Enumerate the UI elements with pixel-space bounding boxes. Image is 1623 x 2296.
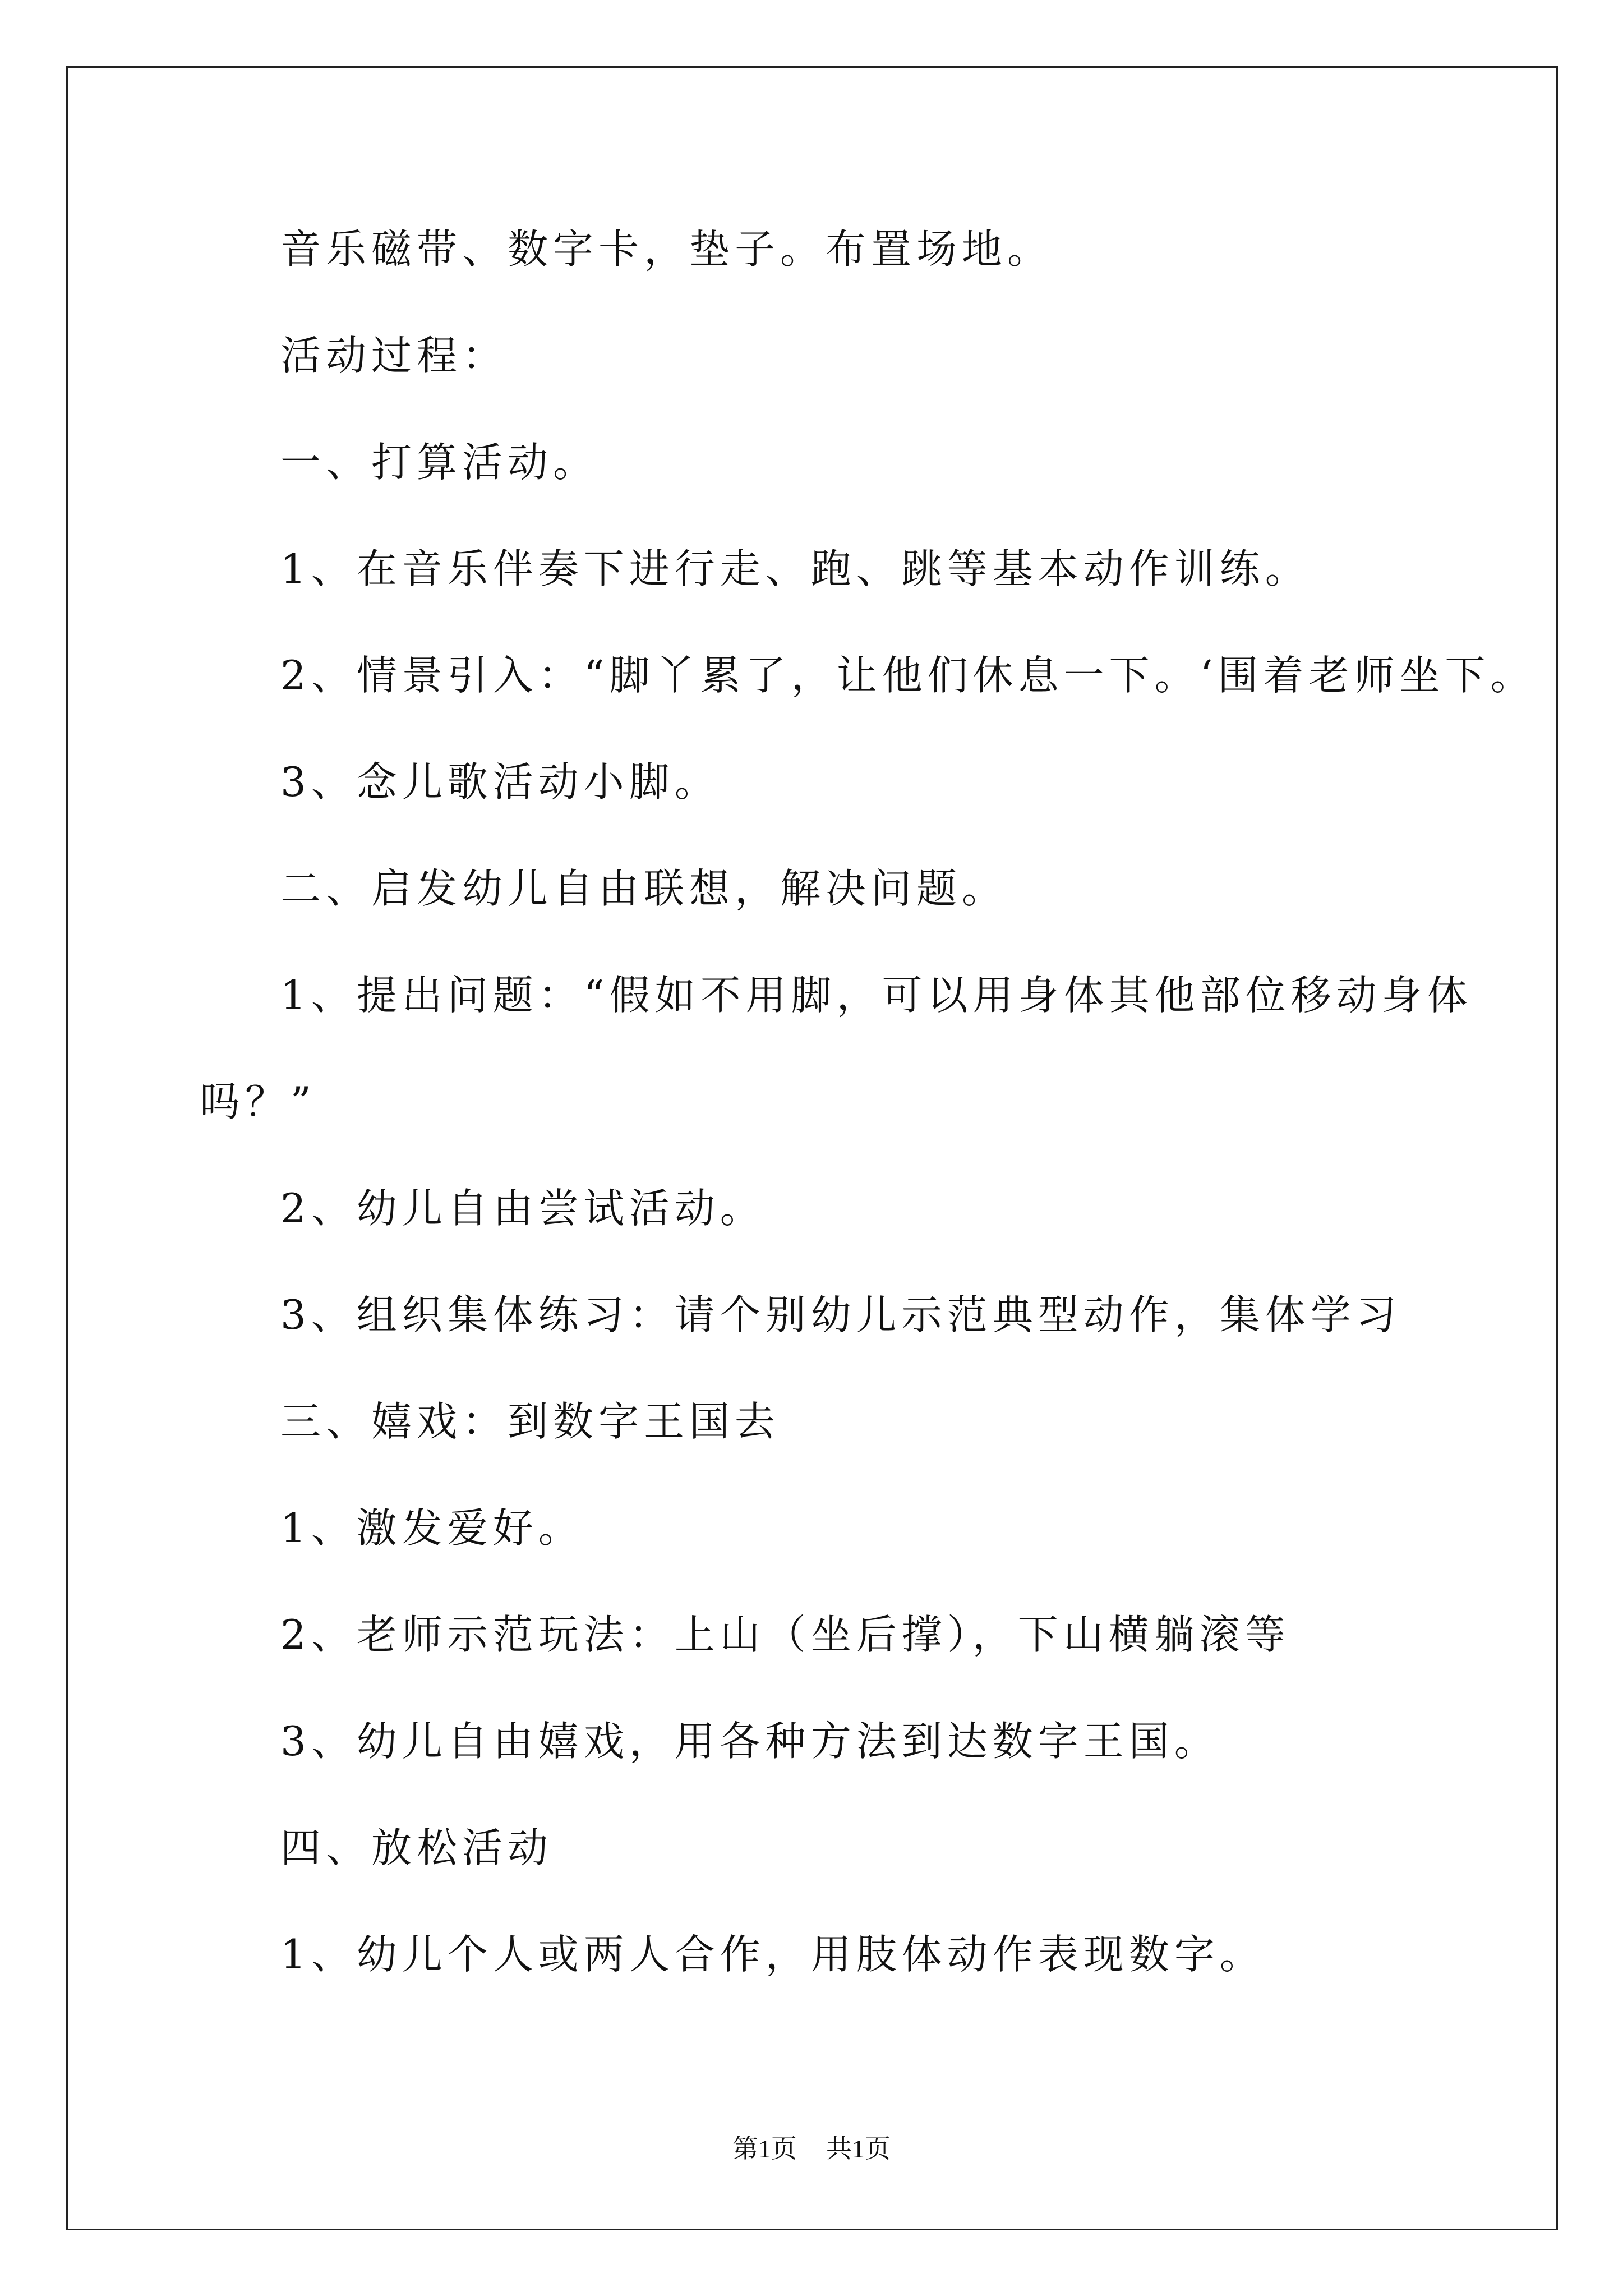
text-line: 四、放松活动	[280, 1824, 554, 1871]
text-line: 二、启发幼儿自由联想，解决问题。	[280, 865, 1008, 912]
text-line: 1、提出问题：“假如不用脚，可以用身体其他部位移动身体	[280, 972, 1473, 1019]
text-line: 1、激发爱好。	[280, 1504, 584, 1552]
page-number-total: 共1页	[826, 2134, 891, 2163]
text-line: 2、老师示范玩法：上山（坐后撑），下山横躺滚等	[280, 1611, 1290, 1658]
text-line: 音乐磁带、数字卡，垫子。布置场地。	[280, 226, 1053, 273]
text-line: 三、嬉戏：到数字王国去	[280, 1398, 781, 1445]
text-line: 3、幼儿自由嬉戏，用各种方法到达数字王国。	[280, 1718, 1220, 1765]
text-line: 3、念儿歌活动小脚。	[280, 758, 720, 806]
text-line-continuation: 吗？”	[200, 1078, 316, 1125]
text-line: 3、组织集体练习：请个别幼儿示范典型动作，集体学习	[280, 1291, 1401, 1338]
text-line: 1、在音乐伴奏下进行走、跑、跳等基本动作训练。	[280, 545, 1311, 592]
text-line: 2、幼儿自由尝试活动。	[280, 1185, 766, 1232]
text-line: 1、幼儿个人或两人合作，用肢体动作表现数字。	[280, 1931, 1265, 1978]
text-line: 2、情景引入：“脚丫累了，让他们休息一下。‘围着老师坐下。	[280, 652, 1536, 699]
page-number-current: 第1页	[732, 2134, 797, 2163]
text-line: 活动过程：	[280, 332, 508, 379]
text-line: 一、打算活动。	[280, 439, 599, 486]
page-footer	[0, 2136, 1623, 2162]
